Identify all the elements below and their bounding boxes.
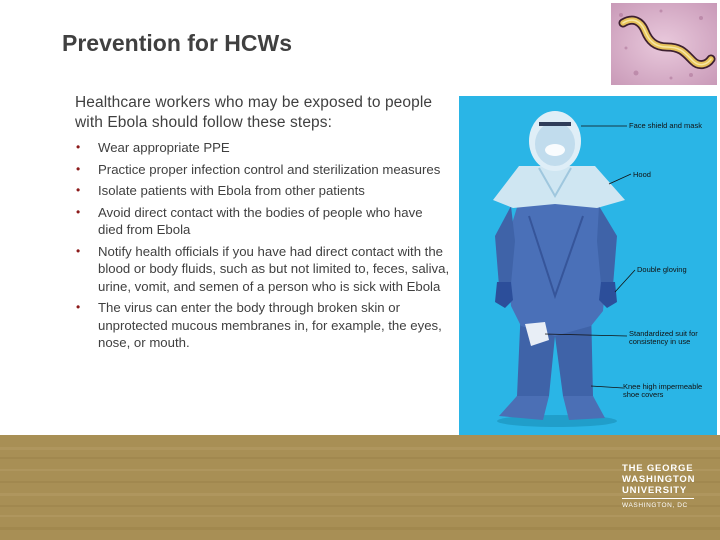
callout-face-shield: Face shield and mask bbox=[629, 121, 702, 130]
intro-text: Healthcare workers who may be exposed to people with Ebola should follow these steps: bbox=[75, 94, 433, 131]
bullet-marker: • bbox=[76, 300, 81, 314]
list-item: • The virus can enter the body through broken skin or unprotected mucous membranes in, for example, the eyes, nose, or mouth. bbox=[76, 300, 442, 350]
bullet-marker: • bbox=[76, 161, 81, 176]
list-item: • Practice proper infection control and sterilization measures bbox=[76, 161, 441, 177]
logo-line-1: THE GEORGE bbox=[622, 463, 694, 474]
footer-band bbox=[0, 435, 720, 540]
callout-shoe-covers: Knee high impermeable shoe covers bbox=[623, 382, 703, 399]
slide-body bbox=[75, 93, 450, 356]
list-item: • Wear appropriate PPE bbox=[76, 140, 230, 155]
logo-line-2: WASHINGTON bbox=[622, 474, 696, 485]
ebola-virus-image bbox=[611, 3, 717, 85]
logo-line-3: UNIVERSITY bbox=[622, 485, 688, 496]
logo-divider bbox=[622, 498, 694, 499]
list-item: • Isolate patients with Ebola from other patients bbox=[76, 183, 365, 198]
logo-location: WASHINGTON, DC bbox=[622, 502, 688, 509]
list-item: • Notify health officials if you have had direct contact with the blood or body fluids, such as but not limited to, feces, saliva, urine, vomit, and semen of a person who is sick with Ebola bbox=[76, 243, 450, 294]
ppe-suit-image bbox=[459, 96, 717, 435]
slide-title: Prevention for HCWs bbox=[62, 30, 293, 56]
bullet-marker: • bbox=[76, 183, 81, 197]
callout-suit: Standardized suit for consistency in use bbox=[629, 329, 698, 346]
bullet-list bbox=[75, 139, 450, 352]
bullet-marker: • bbox=[76, 140, 81, 154]
callout-hood: Hood bbox=[633, 170, 651, 179]
bullet-marker: • bbox=[76, 243, 81, 258]
callout-double-gloving: Double gloving bbox=[637, 265, 687, 274]
list-item: • Avoid direct contact with the bodies of people who have died from Ebola bbox=[76, 204, 423, 237]
gwu-logo bbox=[622, 463, 695, 509]
bullet-marker: • bbox=[76, 204, 81, 219]
